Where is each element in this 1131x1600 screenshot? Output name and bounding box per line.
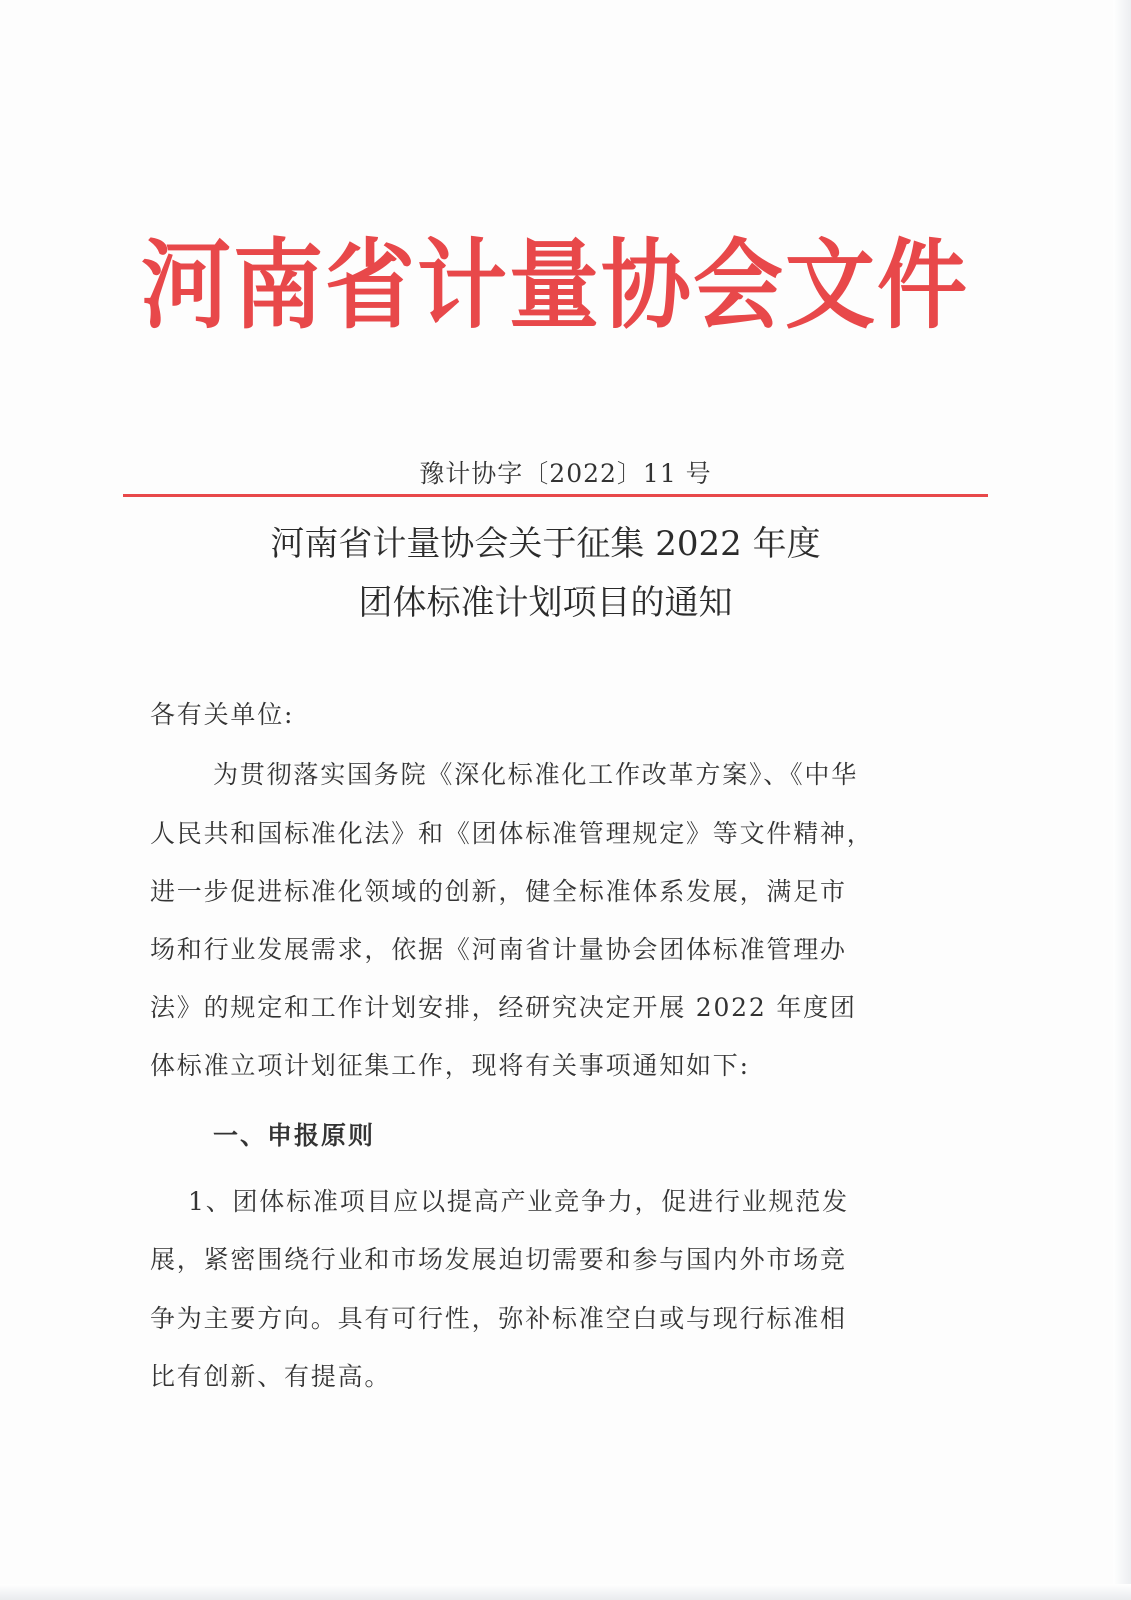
masthead-title: 河南省计量协会文件 (141, 229, 969, 343)
intro-line-4: 场和行业发展需求，依据《河南省计量协会团体标准管理办 (150, 935, 847, 964)
item1-line-1: 1、团体标准项目应以提高产业竞争力，促进行业规范发 (188, 1187, 849, 1216)
page-edge-shadow-right (1113, 0, 1131, 1600)
item1-line-2: 展，紧密围绕行业和市场发展迫切需要和参与国内外市场竞 (150, 1245, 847, 1274)
item1-line-3: 争为主要方向。具有可行性，弥补标准空白或与现行标准相 (150, 1304, 847, 1333)
intro-line-5: 法》的规定和工作计划安排，经研究决定开展 2022 年度团 (150, 993, 857, 1022)
intro-line-2: 人民共和国标准化法》和《团体标准管理规定》等文件精神， (150, 819, 874, 848)
salutation: 各有关单位: (150, 700, 295, 729)
document-number: 豫计协字〔2022〕11 号 (419, 459, 712, 488)
red-divider-line (123, 494, 988, 497)
notice-title-line-1: 河南省计量协会关于征集 2022 年度 (270, 524, 821, 564)
intro-line-3: 进一步促进标准化领域的创新，健全标准体系发展，满足市 (150, 877, 847, 906)
page-edge-shadow-bottom (0, 1584, 1131, 1600)
intro-line-6: 体标准立项计划征集工作，现将有关事项通知如下: (150, 1051, 750, 1080)
notice-title-line-2: 团体标准计划项目的通知 (358, 583, 733, 623)
intro-line-1: 为贯彻落实国务院《深化标准化工作改革方案》、《中华 (213, 760, 859, 789)
section-heading-1: 一、申报原则 (213, 1121, 376, 1150)
item1-line-4: 比有创新、有提高。 (150, 1362, 392, 1391)
